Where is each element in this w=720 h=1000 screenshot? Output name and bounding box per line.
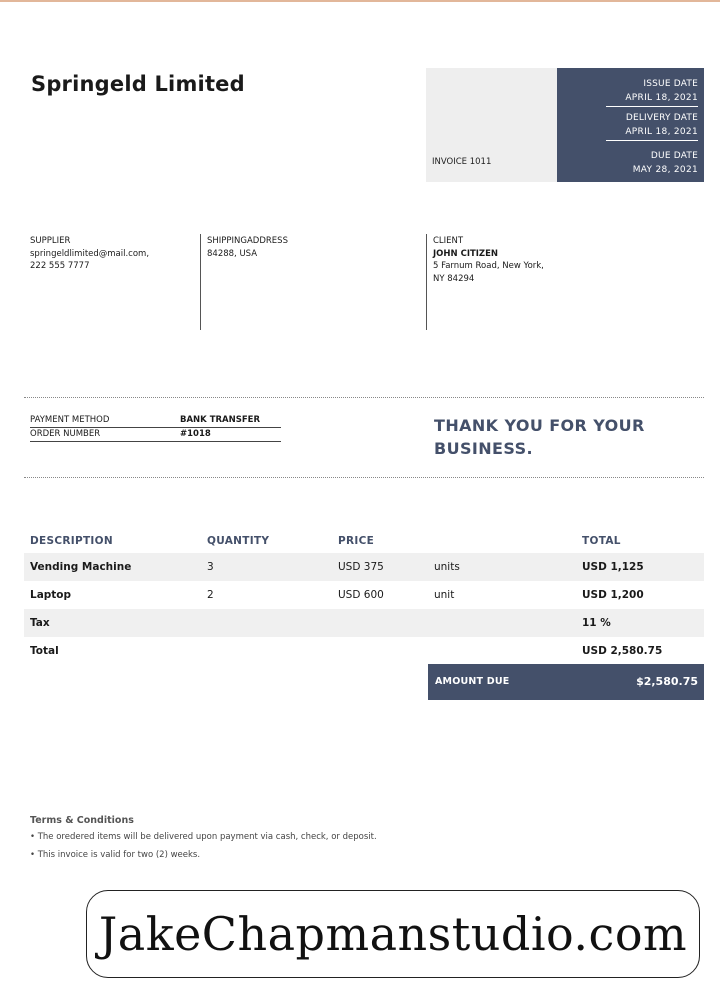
top-border-rule bbox=[0, 0, 720, 2]
amount-due-bar bbox=[428, 664, 704, 700]
item-quantity: 3 bbox=[207, 561, 214, 573]
tax-row bbox=[24, 609, 704, 637]
item-total: USD 1,200 bbox=[582, 589, 644, 601]
thank-you-message bbox=[434, 414, 645, 460]
tax-label: Tax bbox=[30, 617, 50, 629]
terms-line-1: • The oredered items will be delivered upon payment via cash, check, or deposit. bbox=[30, 832, 377, 842]
column-header-description: DESCRIPTION bbox=[30, 535, 113, 547]
delivery-date-value: APRIL 18, 2021 bbox=[625, 127, 698, 137]
tax-value: 11 % bbox=[582, 617, 611, 629]
total-row bbox=[24, 637, 704, 665]
client-name: JOHN CITIZEN bbox=[433, 248, 499, 259]
due-date-value: MAY 28, 2021 bbox=[632, 165, 698, 175]
section-divider-top bbox=[24, 397, 704, 398]
table-row bbox=[24, 581, 704, 609]
payment-method-value: BANK TRANSFER bbox=[180, 415, 261, 425]
thank-you-line1: THANK YOU FOR YOUR bbox=[434, 416, 645, 435]
column-header-total: TOTAL bbox=[582, 535, 621, 547]
client-address-line1: 5 Farnum Road, New York, bbox=[433, 261, 544, 271]
delivery-date-divider bbox=[606, 140, 698, 141]
section-divider-bottom bbox=[24, 477, 704, 478]
supplier-block bbox=[30, 235, 149, 273]
item-description: Vending Machine bbox=[30, 561, 132, 573]
invoice-number: INVOICE 1011 bbox=[432, 157, 492, 167]
order-number-row bbox=[30, 428, 281, 442]
client-address-line2: NY 84294 bbox=[433, 273, 475, 284]
delivery-date-label: DELIVERY DATE bbox=[625, 113, 698, 123]
amount-due-value: $2,580.75 bbox=[636, 675, 698, 688]
total-value: USD 2,580.75 bbox=[582, 645, 663, 657]
client-divider bbox=[426, 234, 427, 330]
payment-method-label: PAYMENT METHOD bbox=[30, 415, 110, 425]
dates-panel bbox=[557, 68, 704, 182]
table-row bbox=[24, 553, 704, 581]
payment-method-row bbox=[30, 414, 281, 428]
supplier-email: springeldlimited@mail.com, bbox=[30, 248, 150, 259]
item-description: Laptop bbox=[30, 589, 72, 601]
shipping-label: SHIPPINGADDRESS bbox=[207, 236, 288, 246]
supplier-label: SUPPLIER bbox=[30, 236, 71, 246]
issue-date-divider bbox=[606, 106, 698, 107]
shipping-address: 84288, USA bbox=[207, 248, 258, 259]
thank-you-line2: BUSINESS. bbox=[434, 439, 533, 458]
item-unit: units bbox=[434, 561, 460, 573]
column-header-price: PRICE bbox=[338, 535, 375, 547]
client-block bbox=[433, 235, 544, 285]
item-unit: unit bbox=[434, 589, 455, 601]
column-header-quantity: QUANTITY bbox=[207, 535, 270, 547]
total-label: Total bbox=[30, 645, 59, 657]
issue-date-label: ISSUE DATE bbox=[643, 79, 698, 89]
amount-due-label: AMOUNT DUE bbox=[435, 676, 510, 687]
item-price: USD 375 bbox=[338, 561, 384, 573]
item-quantity: 2 bbox=[207, 589, 214, 601]
item-price: USD 600 bbox=[338, 589, 384, 601]
issue-date-value: APRIL 18, 2021 bbox=[625, 93, 698, 103]
supplier-divider bbox=[200, 234, 201, 330]
client-label: CLIENT bbox=[433, 236, 464, 246]
shipping-block bbox=[207, 235, 288, 260]
due-date-label: DUE DATE bbox=[650, 151, 698, 161]
watermark-text: JakeChapmanstudio.com bbox=[98, 907, 688, 961]
watermark-banner bbox=[86, 890, 700, 978]
terms-line-2: • This invoice is valid for two (2) weeks. bbox=[30, 850, 201, 860]
supplier-phone: 222 555 7777 bbox=[30, 261, 90, 271]
terms-title: Terms & Conditions bbox=[30, 815, 134, 826]
item-total: USD 1,125 bbox=[582, 561, 644, 573]
order-number-value: #1018 bbox=[180, 429, 211, 439]
company-name: Springeld Limited bbox=[31, 72, 245, 96]
order-number-label: ORDER NUMBER bbox=[30, 429, 101, 439]
